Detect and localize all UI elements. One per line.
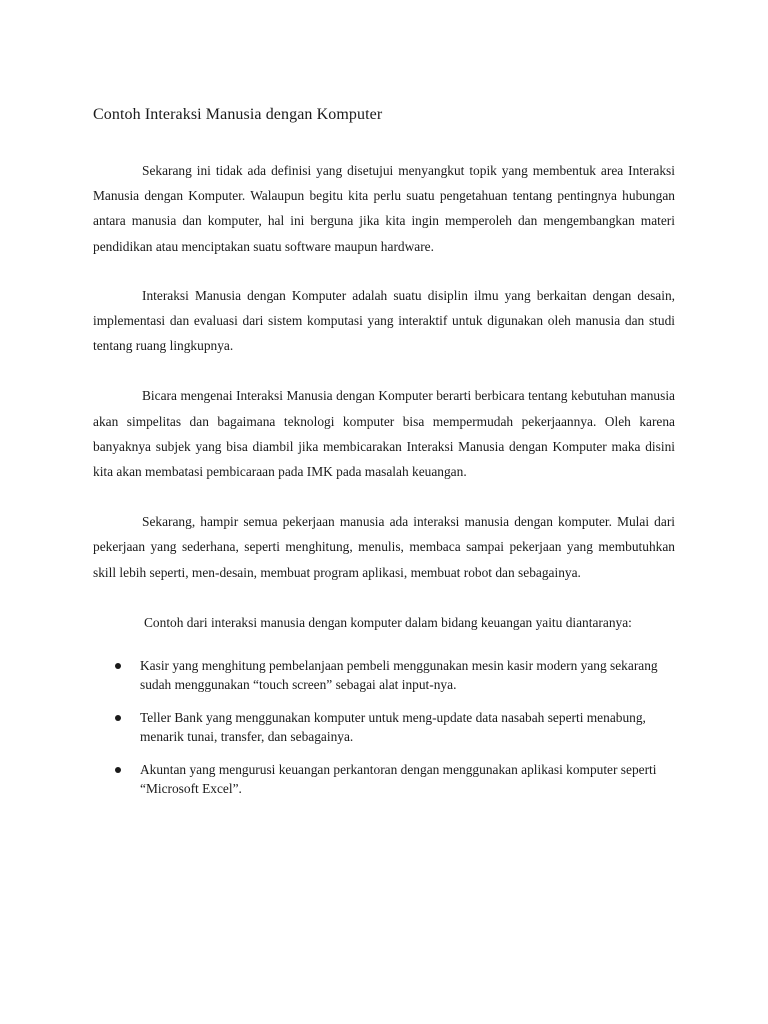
bullet-list <box>93 657 675 798</box>
document-title: Contoh Interaksi Manusia dengan Komputer <box>93 106 383 123</box>
paragraph-2: Interaksi Manusia dengan Komputer adalah suatu disiplin ilmu yang berkaitan dengan desain, implementasi dan evaluasi dari sistem komputasi yang interaktif untuk digunakan oleh manusia dan studi tentang ruang lingkupnya. <box>93 287 675 354</box>
paragraph-5: Contoh dari interaksi manusia dengan komputer dalam bidang keuangan yaitu diantaranya: <box>144 614 632 630</box>
list-item-text: Teller Bank yang menggunakan komputer untuk meng-update data nasabah seperti menabung, menarik tunai, transfer, dan sebagainya. <box>140 710 646 744</box>
list-item-text: Akuntan yang mengurusi keuangan perkantoran dengan menggunakan aplikasi komputer seperti “Microsoft Excel”. <box>140 762 657 796</box>
paragraph-3: Bicara mengenai Interaksi Manusia dengan Komputer berarti berbicara tentang kebutuhan manusia akan simpelitas dan bagaimana teknologi komputer bisa mempermudah pekerjaannya. Oleh karena banyaknya subjek yang bisa diambil jika membicarakan Interaksi Manusia dengan Komputer maka disini kita akan membatasi pembicaraan pada IMK pada masalah keuangan. <box>93 388 675 480</box>
list-item <box>93 709 660 746</box>
paragraph-4: Sekarang, hampir semua pekerjaan manusia ada interaksi manusia dengan komputer. Mulai dari pekerjaan yang sederhana, seperti menghitung, menulis, membaca sampai pekerjaan yang membutuhkan skill lebih seperti, men-desain, membuat program aplikasi, membuat robot dan sebagainya. <box>93 514 675 580</box>
paragraph-1: Sekarang ini tidak ada definisi yang disetujui menyangkut topik yang membentuk area Interaksi Manusia dengan Komputer. Walaupun begitu kita perlu suatu pengetahuan tentang pentingnya hubungan antara manusia dan komputer, hal ini berguna jika kita ingin memperoleh dan mengembangkan materi pendidikan atau menciptakan suatu software maupun hardware. <box>93 163 675 254</box>
bullet-icon <box>115 663 121 669</box>
list-item-text: Kasir yang menghitung pembelanjaan pembeli menggunakan mesin kasir modern yang sekarang sudah menggunakan “touch screen” sebagai alat input-nya. <box>140 658 658 692</box>
list-item <box>93 761 660 798</box>
list-item <box>93 657 660 694</box>
bullet-icon <box>115 767 121 773</box>
document-page <box>93 105 675 813</box>
bullet-icon <box>115 715 121 721</box>
